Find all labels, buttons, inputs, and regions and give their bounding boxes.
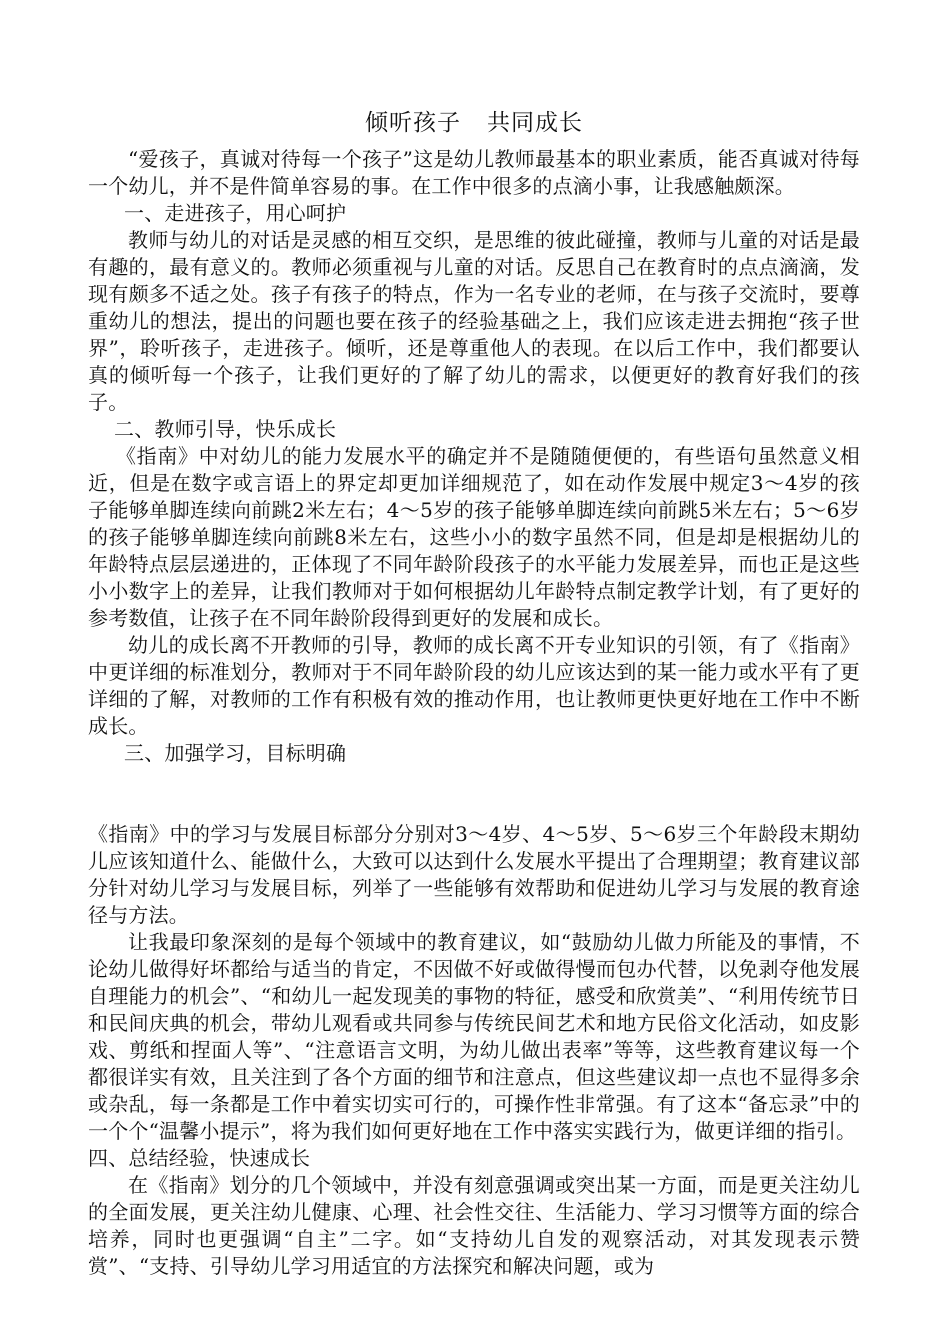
page-title xyxy=(88,108,860,138)
intro-paragraph: “爱孩子，真诚对待每一个孩子”这是幼儿教师最基本的职业素质，能否真诚对待每一个幼儿，并不是件简单容易的事。在工作中很多的点滴小事，让我感触颇深。 xyxy=(88,147,860,198)
section-heading-4: 四、总结经验，快速成长 xyxy=(88,1146,311,1170)
section-2-paragraph-1: 《指南》中对幼儿的能力发展水平的确定并不是随随便便的，有些语句虽然意义相近，但是在数字或言语上的界定却更加详细规范了，如在动作发展中规定3～4岁的孩子能够单脚连续向前跳2米左右；4～5岁的孩子能够单脚连续向前跳5米左右；5～6岁的孩子能够单脚连续向前跳8米左右，这些小小的数字虽然不同，但是却是根据幼儿的年龄特点层层递进的，正体现了不同年龄阶段孩子的水平能力发展差异，而也正是这些小小数字上的差异，让我们教师对于如何根据幼儿年龄特点制定教学计划，有了更好的参考数值，让孩子在不同年龄阶段得到更好的发展和成长。 xyxy=(88,444,860,630)
section-2-paragraph-2: 幼儿的成长离不开教师的引导，教师的成长离不开专业知识的引领，有了《指南》中更详细的标准划分，教师对于不同年龄阶段的幼儿应该达到的某一能力或水平有了更详细的了解，对教师的工作有积极有效的推动作用，也让教师更快更好地在工作中不断成长。 xyxy=(88,633,860,738)
document-body xyxy=(88,108,860,1280)
section-heading-2: 二、教师引导，快乐成长 xyxy=(114,417,337,441)
section-1-paragraph: 教师与幼儿的对话是灵感的相互交织，是思维的彼此碰撞，教师与儿童的对话是最有趣的，最有意义的。教师必须重视与儿童的对话。反思自己在教育时的点点滴滴，发现有颇多不适之处。孩子有孩子的特点，作为一名专业的老师，在与孩子交流时，要尊重幼儿的想法，提出的问题也要在孩子的经验基础之上，我们应该走进去拥抱“孩子世界”，聆听孩子，走进孩子。倾听，还是尊重他人的表现。在以后工作中，我们都要认真的倾听每一个孩子，让我们更好的了解了幼儿的需求，以便更好的教育好我们的孩子。 xyxy=(88,228,860,414)
section-heading-1: 一、走进孩子，用心呵护 xyxy=(124,201,347,225)
section-3-paragraph-1: 《指南》中的学习与发展目标部分分别对3～4岁、4～5岁、5～6岁三个年龄段末期幼儿应该知道什么、能做什么，大致可以达到什么发展水平提出了合理期望；教育建议部分针对幼儿学习与发展目标，列举了一些能够有效帮助和促进幼儿学习与发展的教育途径与方法。 xyxy=(88,822,860,927)
section-heading-3: 三、加强学习，目标明确 xyxy=(124,741,347,765)
section-4-paragraph: 在《指南》划分的几个领域中，并没有刻意强调或突出某一方面，而是更关注幼儿的全面发展，更关注幼儿健康、心理、社会性交往、生活能力、学习习惯等方面的综合培养，同时也更强调“自主”二字。如“支持幼儿自发的观察活动，对其发现表示赞赏”、“支持、引导幼儿学习用适宜的方法探究和解决问题，或为 xyxy=(88,1173,860,1278)
title-part-1: 倾听孩子 xyxy=(365,110,461,136)
title-part-2: 共同成长 xyxy=(487,110,583,136)
blank-line xyxy=(88,767,860,821)
section-3-paragraph-2: 让我最印象深刻的是每个领域中的教育建议，如“鼓励幼儿做力所能及的事情，不论幼儿做得好坏都给与适当的肯定，不因做不好或做得慢而包办代替，以免剥夺他发展自理能力的机会”、“和幼儿一起发现美的事物的特征，感受和欣赏美”、“利用传统节日和民间庆典的机会，带幼儿观看或共同参与传统民间艺术和地方民俗文化活动，如皮影戏、剪纸和捏面人等”、“注意语言文明，为幼儿做出表率”等等，这些教育建议每一个都很详实有效，且关注到了各个方面的细节和注意点，但这些建议却一点也不显得多余或杂乱，每一条都是工作中着实切实可行的，可操作性非常强。有了这本“备忘录”中的一个个“温馨小提示”，将为我们如何更好地在工作中落实实践行为，做更详细的指引。 xyxy=(88,930,860,1143)
